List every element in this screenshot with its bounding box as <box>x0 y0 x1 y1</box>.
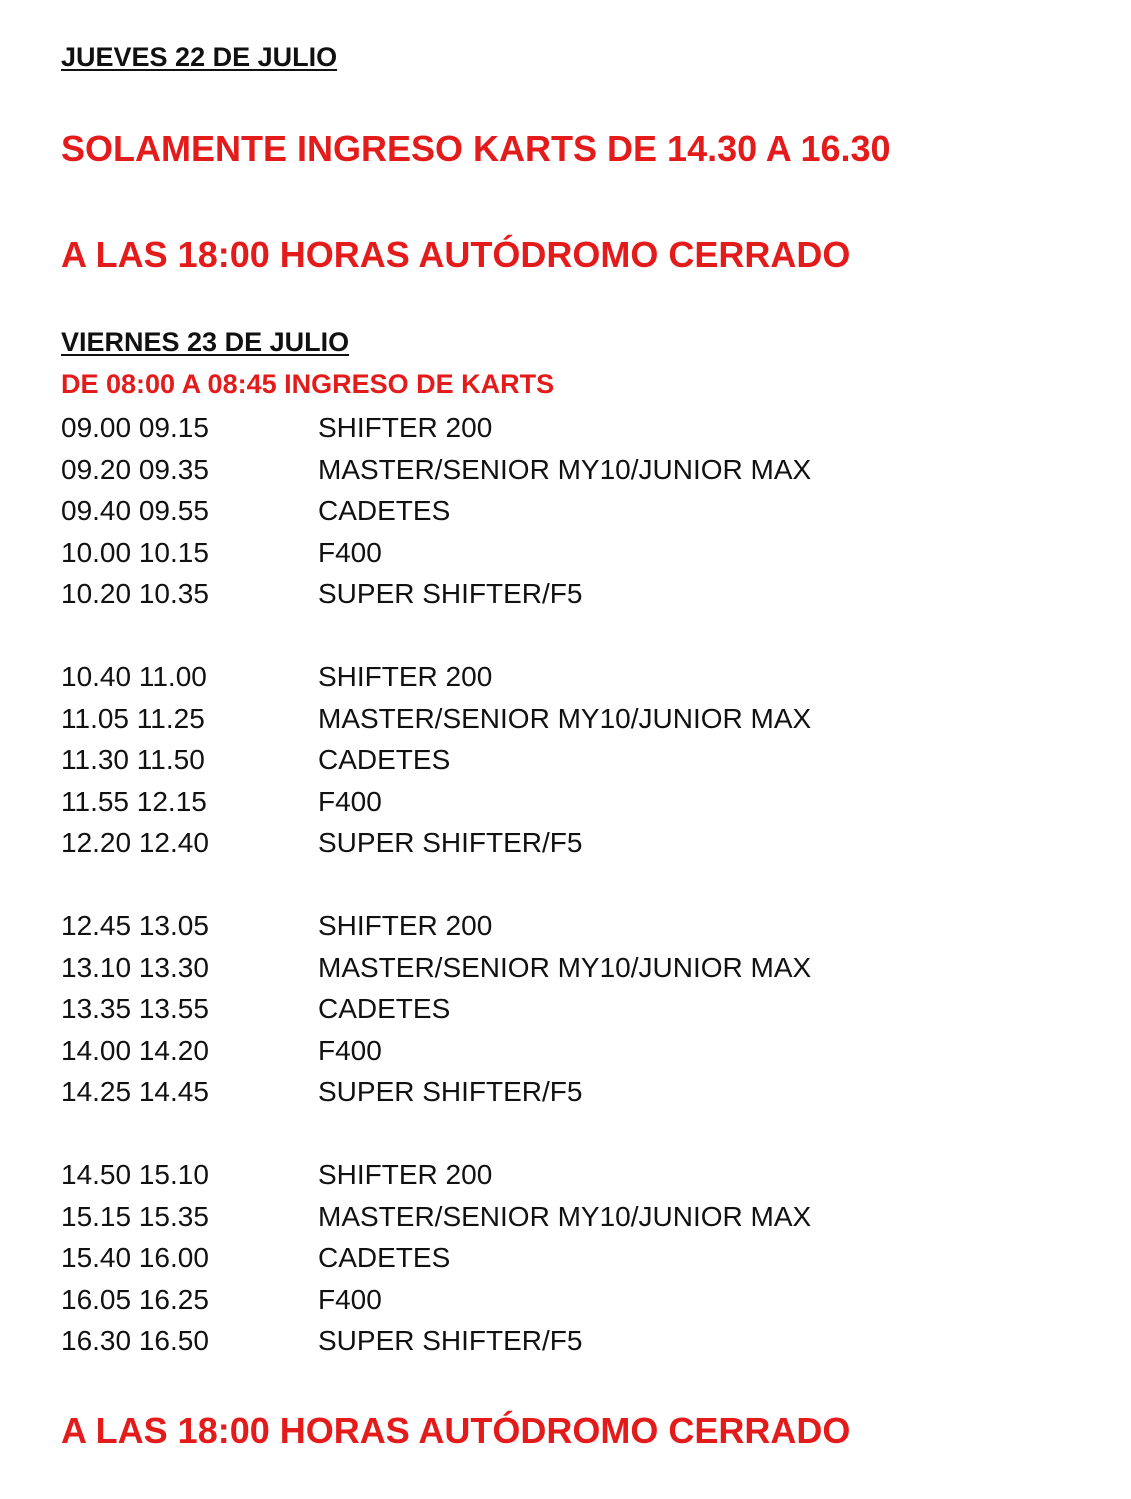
session-category: SUPER SHIFTER/F5 <box>318 827 583 858</box>
session-category: CADETES <box>318 495 451 526</box>
session-category: F400 <box>318 1284 382 1315</box>
thursday-entry-notice: SOLAMENTE INGRESO KARTS DE 14.30 A 16.30 <box>61 128 891 169</box>
session-category: MASTER/SENIOR MY10/JUNIOR MAX <box>318 703 812 734</box>
session-times: 15.15 15.35 <box>61 1201 209 1232</box>
session-times: 12.20 12.40 <box>61 827 209 858</box>
session-category: SUPER SHIFTER/F5 <box>318 1325 583 1356</box>
thursday-closed-notice: A LAS 18:00 HORAS AUTÓDROMO CERRADO <box>61 234 851 275</box>
session-times: 09.20 09.35 <box>61 454 209 485</box>
session-times: 16.05 16.25 <box>61 1284 209 1315</box>
session-times: 15.40 16.00 <box>61 1242 209 1273</box>
session-times: 11.55 12.15 <box>61 786 207 817</box>
session-category: SHIFTER 200 <box>318 661 493 692</box>
session-times: 12.45 13.05 <box>61 910 209 941</box>
session-category: CADETES <box>318 744 451 775</box>
thursday-heading: JUEVES 22 DE JULIO <box>61 42 338 72</box>
session-category: CADETES <box>318 1242 451 1273</box>
session-category: CADETES <box>318 993 451 1024</box>
session-category: SUPER SHIFTER/F5 <box>318 1076 583 1107</box>
session-category: MASTER/SENIOR MY10/JUNIOR MAX <box>318 1201 812 1232</box>
session-times: 16.30 16.50 <box>61 1325 209 1356</box>
session-times: 11.05 11.25 <box>61 703 205 734</box>
session-category: F400 <box>318 786 382 817</box>
session-times: 10.00 10.15 <box>61 537 209 568</box>
session-times: 10.40 11.00 <box>61 661 207 692</box>
session-times: 09.40 09.55 <box>61 495 209 526</box>
session-times: 14.00 14.20 <box>61 1035 209 1066</box>
session-category: SHIFTER 200 <box>318 412 493 443</box>
session-times: 10.20 10.35 <box>61 578 209 609</box>
session-times: 13.10 13.30 <box>61 952 209 983</box>
friday-entry-notice: DE 08:00 A 08:45 INGRESO DE KARTS <box>61 369 555 399</box>
session-times: 14.25 14.45 <box>61 1076 209 1107</box>
session-times: 11.30 11.50 <box>61 744 205 775</box>
session-times: 13.35 13.55 <box>61 993 209 1024</box>
friday-closed-notice: A LAS 18:00 HORAS AUTÓDROMO CERRADO <box>61 1410 851 1451</box>
session-category: SHIFTER 200 <box>318 1159 493 1190</box>
session-category: SUPER SHIFTER/F5 <box>318 578 583 609</box>
friday-heading: VIERNES 23 DE JULIO <box>61 327 350 357</box>
session-category: MASTER/SENIOR MY10/JUNIOR MAX <box>318 952 812 983</box>
session-times: 09.00 09.15 <box>61 412 209 443</box>
session-category: F400 <box>318 537 382 568</box>
session-category: MASTER/SENIOR MY10/JUNIOR MAX <box>318 454 812 485</box>
session-category: SHIFTER 200 <box>318 910 493 941</box>
session-category: F400 <box>318 1035 382 1066</box>
session-times: 14.50 15.10 <box>61 1159 209 1190</box>
